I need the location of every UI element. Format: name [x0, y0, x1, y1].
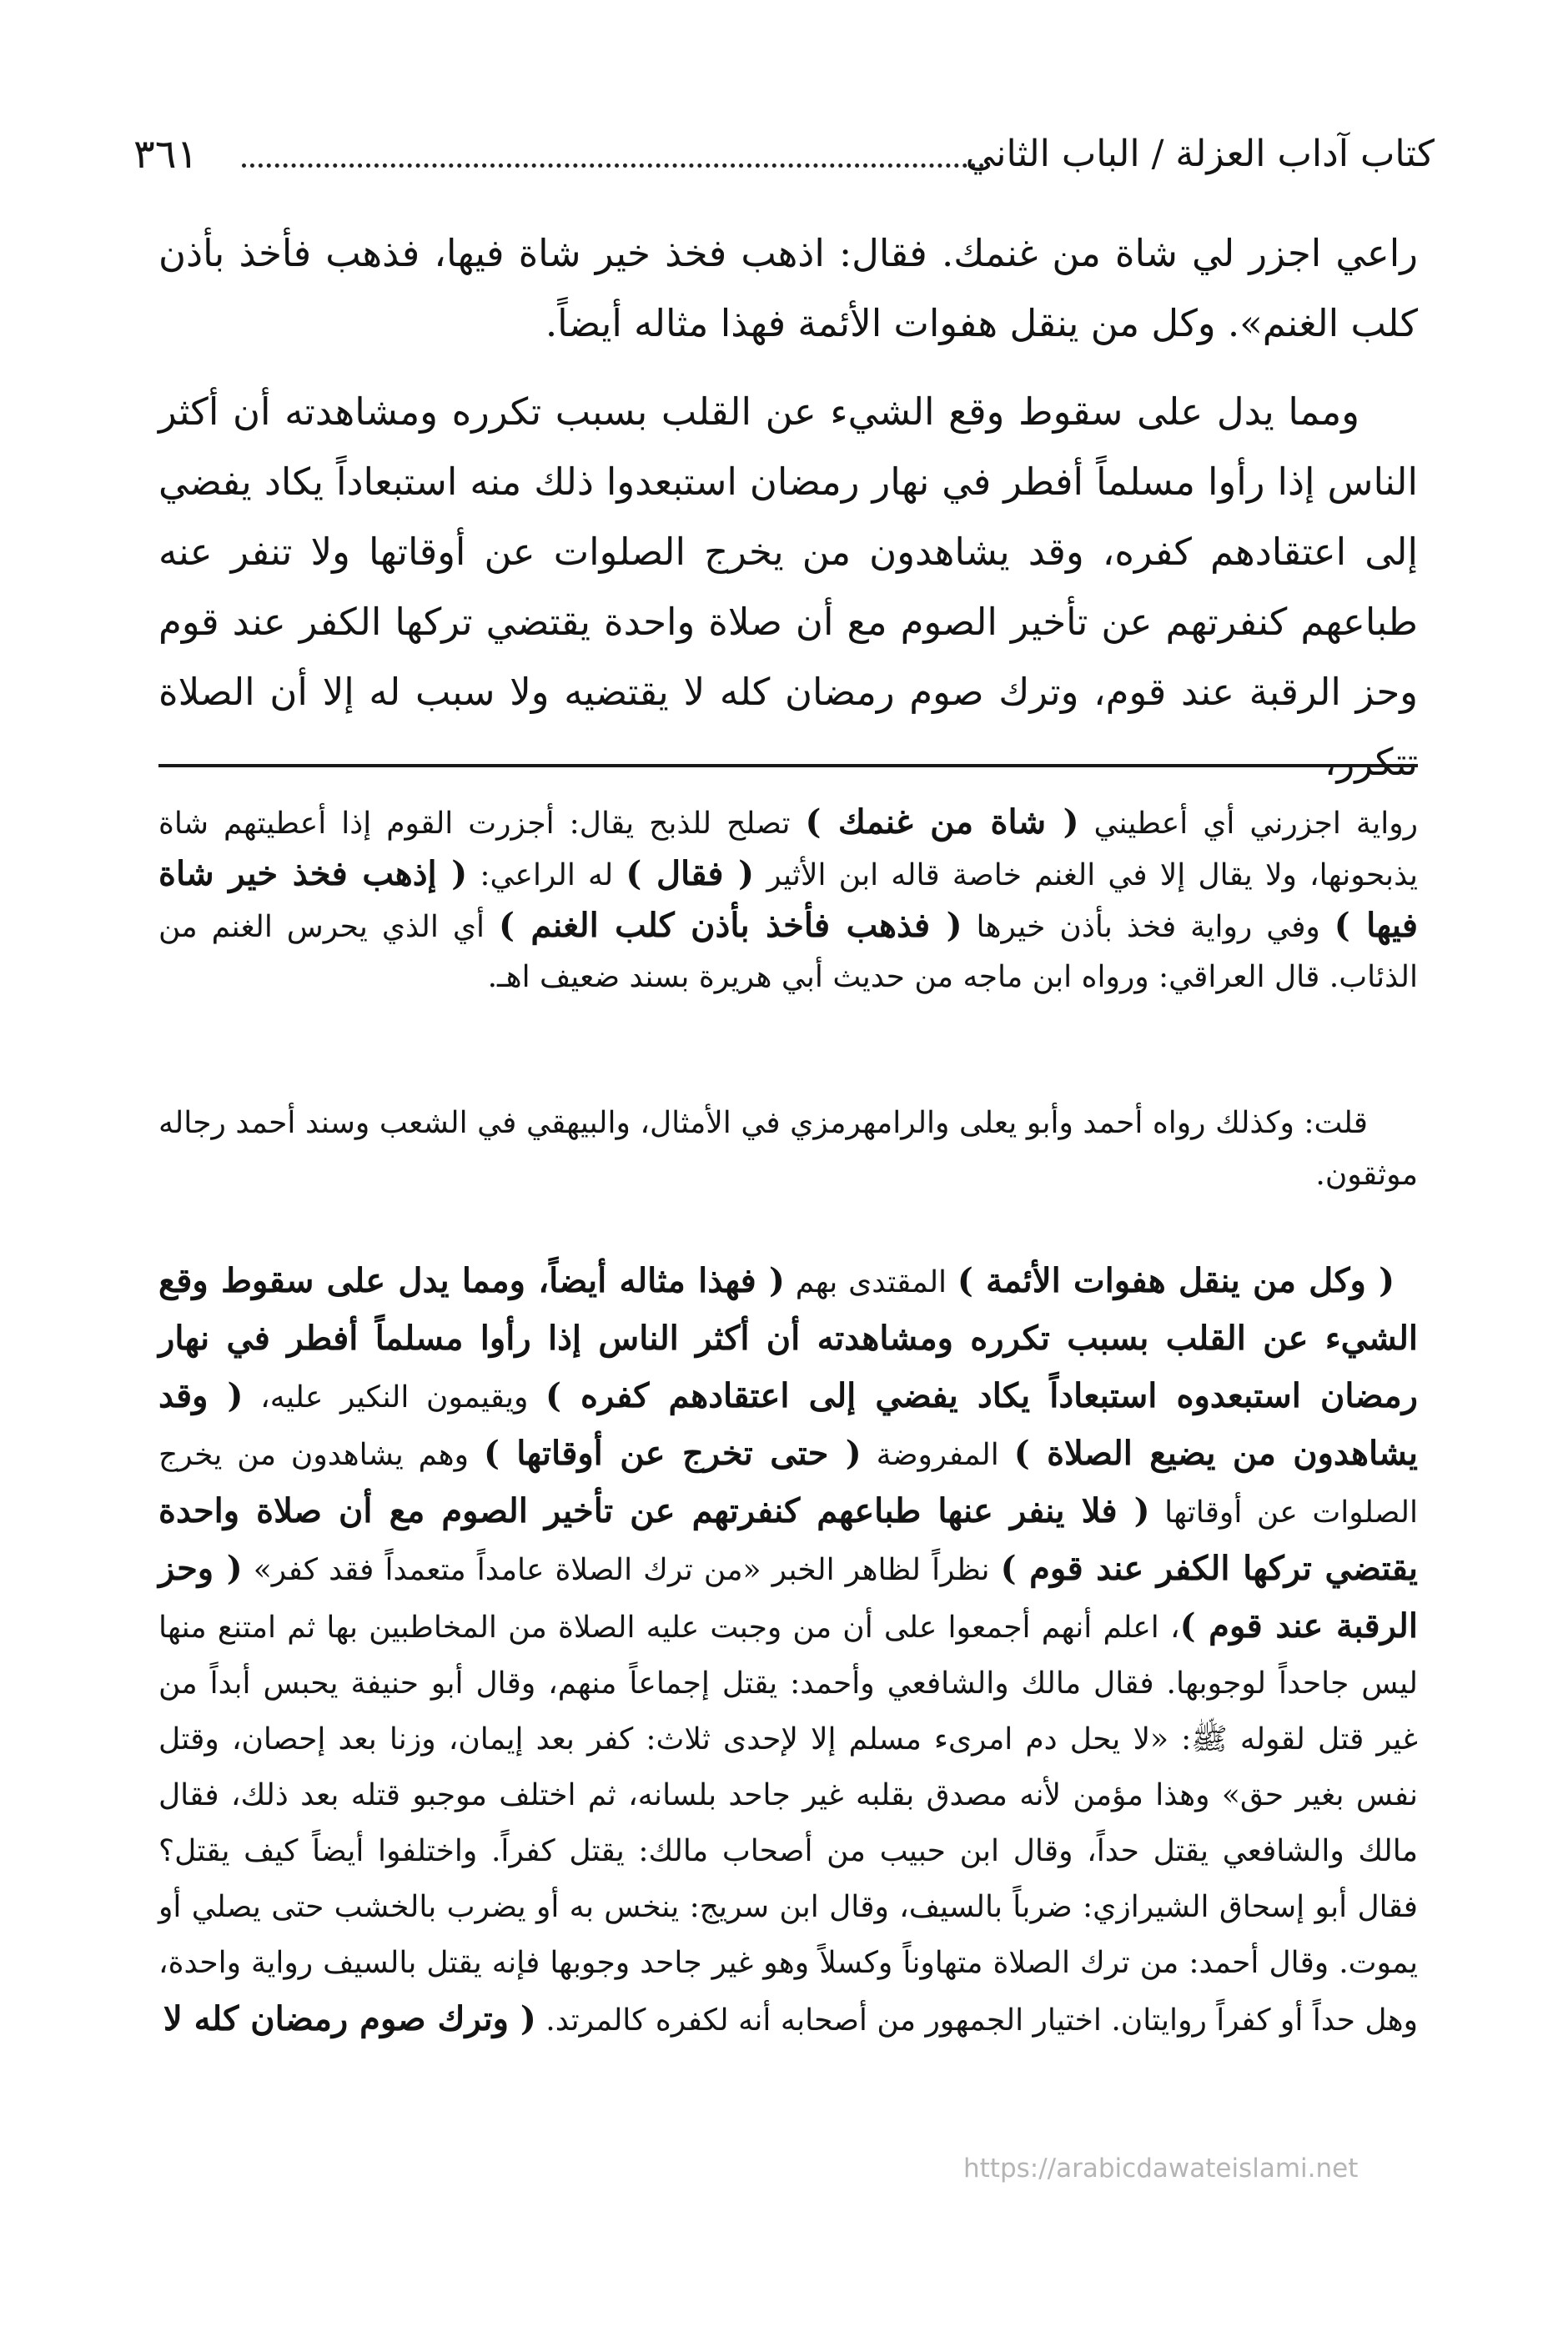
editor-note-text: قلت: وكذلك رواه أحمد وأبو يعلى والرامهرمزي في الأمثال، والبيهقي في الشعب وسند أحمد رجاله موثقون.: [158, 1106, 1418, 1192]
footnote-quote: ( شاة من غنمك ): [805, 802, 1079, 842]
watermark-url: https://arabicdawateislami.net: [963, 2154, 1359, 2184]
commentary-quote: ( حتى تخرج عن أوقاتها ): [483, 1434, 862, 1473]
commentary-text: نظراً لظاهر الخبر «من ترك الصلاة عامداً متعمداً فقد كفر»: [242, 1553, 1001, 1587]
footnote-text: أي الذي يحرس الغنم من الذئاب. قال العراقي: ورواه ابن ماجه من حديث أبي هريرة بسند ضعيف اهـ.: [158, 910, 1418, 994]
commentary-text: المقتدى بهم: [784, 1265, 957, 1299]
footnote-text: وفي رواية فخذ بأذن خيرها: [962, 910, 1334, 944]
footnote-paragraph: [158, 797, 1418, 1003]
footnote-commentary: [158, 797, 1418, 1003]
main-text: [158, 219, 1418, 797]
footnote-text: رواية اجزرني أي أعطيني: [1078, 807, 1418, 841]
commentary-text: وهم يشاهدون من يخرج الصلوات عن أوقاتها: [158, 1438, 1418, 1530]
commentary-quote: ( وقد يشاهدون من يضيع الصلاة ): [158, 1376, 1418, 1473]
commentary-text: ويقيمون النكير عليه،: [243, 1380, 545, 1415]
commentary-block: [158, 1253, 1418, 2048]
commentary-quote: ( فهذا مثاله أيضاً، ومما يدل على سقوط وقع الشيء عن القلب بسبب تكرره ومشاهدته أن أكثر الناس إذا رأوا مسلماً أفطر في نهار رمضان استبعدوه استبعاداً يكاد يفضي إلى اعتقادهم كفره ): [158, 1261, 1418, 1415]
editor-note: [158, 1098, 1418, 1201]
running-header: [133, 117, 1435, 192]
commentary-quote: ( وترك صوم رمضان كله لا: [163, 1999, 536, 2038]
footnote-quote: ( فذهب فأخذ بأذن كلب الغنم ): [499, 906, 962, 945]
commentary-text: ، اعلم أنهم أجمعوا على أن من وجبت عليه الصلاة من المخاطبين بها ثم امتنع منها ليس جاحداً لوجوبها. فقال مالك والشافعي وأحمد: يقتل إجماعاً منهم، وقال أبو حنيفة يحبس أبداً من غير قتل لقوله ﷺ: «لا يحل دم امرىء مسلم إلا لإحدى ثلاث: كفر بعد إيمان، وزنا بعد إحصان، وقتل نفس بغير حق» وهذا مؤمن لأنه مصدق بقلبه غير جاحد بلسانه، ثم اختلف موجبو قتله بعد ذلك، فقال مالك والشافعي يقتل حداً، وقال ابن حبيب من أصحاب مالك: يقتل كفراً. واختلفوا أيضاً كيف يقتل؟ فقال أبو إسحاق الشيرازي: ضرباً بالسيف، وقال ابن سريج: ينخس به أو يضرب بالخشب حتى يصلي أو يموت. وقال أحمد: من ترك الصلاة متهاوناً وكسلاً وهو غير جاحد وجوبها فإنه يقتل بالسيف رواية واحدة، وهل حداً أو كفراً روايتان. اختيار الجمهور من أصحابه أنه لكفره كالمرتد.: [158, 1611, 1418, 2038]
commentary-quote: ( وحز الرقبة عند قوم ): [158, 1549, 1418, 1646]
footnote-text: له الراعي:: [467, 858, 626, 892]
main-paragraph-2: ومما يدل على سقوط وقع الشيء عن القلب بسبب تكرره ومشاهدته أن أكثر الناس إذا رأوا مسلماً أفطر في نهار رمضان استبعدوا ذلك منه استبعاداً يكاد يفضي إلى اعتقادهم كفره، وقد يشاهدون من يخرج الصلوات عن أوقاتها ولا تنفر عنه طباعهم كنفرتهم عن تأخير الصوم مع أن صلاة واحدة يقتضي تركها الكفر عند قوم وحز الرقبة عند قوم، وترك صوم رمضان كله لا يقتضيه ولا سبب له إلا أن الصلاة تتكرر،: [158, 390, 1418, 784]
header-dotted-leader: [242, 163, 984, 168]
commentary-quote: ( فلا ينفر عنها طباعهم كنفرتهم عن تأخير الصوم مع أن صلاة واحدة يقتضي تركها الكفر عند قوم ): [158, 1491, 1418, 1588]
commentary-paragraph: [158, 1253, 1418, 2048]
main-paragraph-1: راعي اجزر لي شاة من غنمك. فقال: اذهب فخذ خير شاة فيها، فذهب فأخذ بأذن كلب الغنم». وكل من ينقل هفوات الأئمة فهذا مثاله أيضاً.: [158, 231, 1418, 345]
text-divider: [158, 764, 1418, 767]
page-number: ٣٦١: [133, 131, 199, 178]
footnote-quote: ( إذهب فخذ خير شاة فيها ): [158, 854, 1418, 945]
footnote-quote: ( فقال ): [626, 854, 755, 893]
commentary-text: المفروضة: [861, 1438, 1014, 1472]
footnote-text: تصلح للذبح يقال: أجزرت القوم إذا أعطيتهم شاة يذبحونها، ولا يقال إلا في الغنم خاصة قاله ابن الأثير: [158, 807, 1418, 892]
commentary-quote: ( وكل من ينقل هفوات الأئمة ): [957, 1261, 1395, 1300]
header-title: كتاب آداب العزلة / الباب الثاني: [965, 133, 1435, 175]
